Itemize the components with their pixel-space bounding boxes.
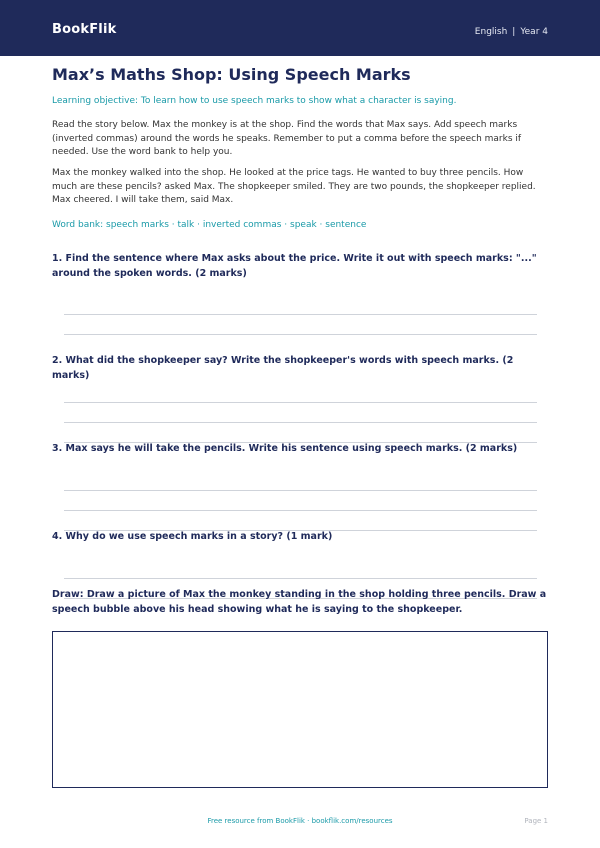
subject-year-label — [475, 27, 548, 37]
subject-label: English — [474, 27, 508, 37]
page-number: Page 1 — [524, 817, 548, 825]
learning-objective: Learning objective: To learn how to use speech marks to show what a character is saying. — [52, 96, 457, 106]
drawing-box[interactable] — [52, 631, 548, 788]
footer-text: Free resource from BookFlik · bookflik.com/resources — [207, 817, 393, 825]
brand-logo: BookFlik — [52, 22, 117, 37]
year-label: Year 4 — [520, 27, 548, 37]
answer-line[interactable] — [64, 422, 537, 423]
draw-task: Draw: Draw a picture of Max the monkey standing in the shop holding three pencils. Draw a speech bubble above his head showing what he is saying to the shopkeeper. — [52, 589, 547, 615]
answer-line[interactable] — [64, 402, 537, 403]
question-4: 4. Why do we use speech marks in a story? (1 mark) — [52, 531, 333, 542]
answer-line[interactable] — [64, 490, 537, 491]
header-separator: | — [512, 27, 516, 37]
question-3: 3. Max says he will take the pencils. Write his sentence using speech marks. (2 marks) — [52, 443, 518, 454]
answer-line[interactable] — [64, 314, 537, 315]
answer-line[interactable] — [64, 334, 537, 335]
page-header — [0, 0, 600, 56]
question-1: 1. Find the sentence where Max asks about the price. Write it out with speech marks: "..." around the spoken words. (2 marks) — [52, 253, 537, 279]
page-title: Max’s Maths Shop: Using Speech Marks — [52, 65, 411, 84]
question-2: 2. What did the shopkeeper say? Write the shopkeeper's words with speech marks. (2 marks) — [52, 355, 514, 381]
answer-line[interactable] — [64, 578, 537, 579]
instructions-text: Read the story below. Max the monkey is at the shop. Find the words that Max says. Add speech marks (inverted commas) around the words he speaks. Remember to put a comma before the speech marks if needed. Use the word bank to help you. — [52, 120, 522, 157]
story-text: Max the monkey walked into the shop. He looked at the price tags. He wanted to buy three pencils. How much are these pencils? asked Max. The shopkeeper smiled. They are two pounds, the shopkeeper replied. Max cheered. I will take them, said Max. — [52, 168, 536, 205]
word-bank: Word bank: speech marks · talk · inverted commas · speak · sentence — [52, 220, 367, 230]
answer-line[interactable] — [64, 510, 537, 511]
